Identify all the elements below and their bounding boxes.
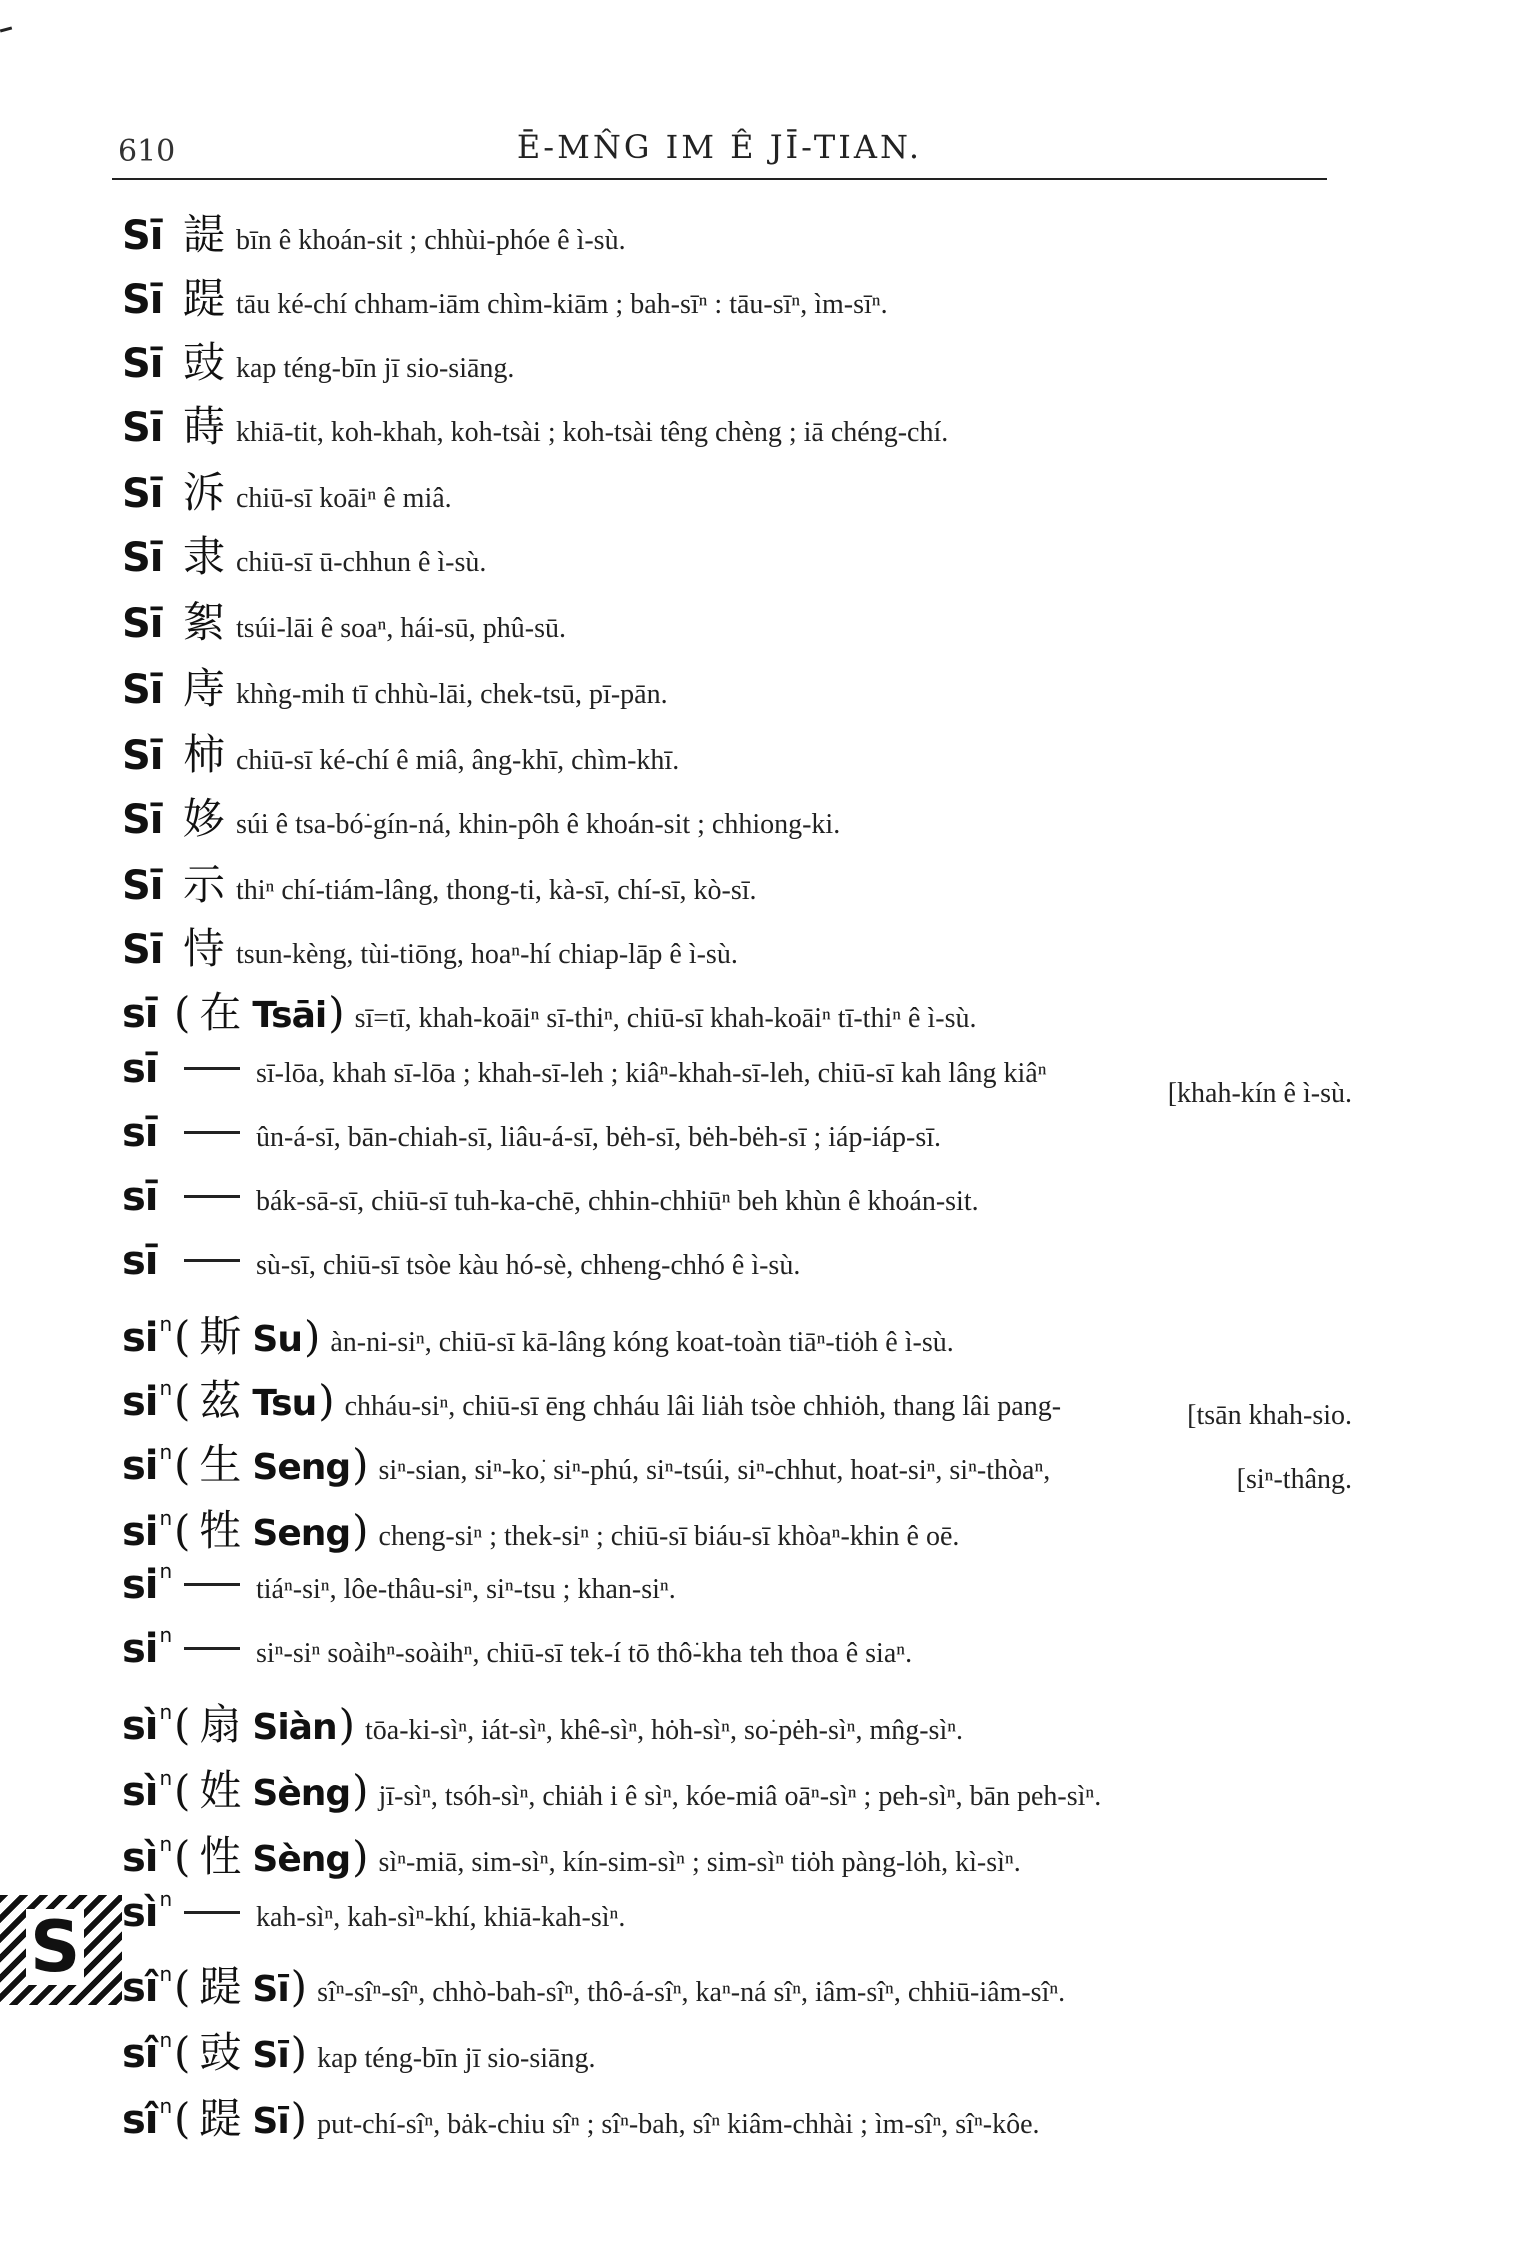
entry-headword: sī (122, 1174, 158, 1220)
open-paren: ( (174, 1376, 191, 1425)
dictionary-entry (122, 916, 1352, 976)
entry-definition: àn-ni-siⁿ, chiū-sī kā-lâng kóng koat-toàn tiāⁿ-tiȯh ê ì-sù. (330, 1327, 954, 1358)
close-paren: ) (303, 1312, 321, 1361)
dictionary-entry (122, 202, 1352, 262)
entry-definition: súi ê tsa-bó͘-gín-ná, khin-pôh ê khoán-sit ; chhiong-ki. (236, 809, 841, 840)
headword-nasal-mark: n (159, 1886, 172, 1911)
entry-definition: kap téng-bīn jī sio-siāng. (317, 2043, 596, 2074)
entry-reading: Sèng (252, 1773, 351, 1814)
entry-character: 生 (199, 1440, 242, 1489)
dictionary-entry (122, 1174, 1352, 1220)
close-paren: ) (290, 2028, 308, 2077)
entry-definition: kah-sìⁿ, kah-sìⁿ-khí, khiā-kah-sìⁿ. (256, 1902, 626, 1933)
entry-reading: Siàn (252, 1707, 337, 1748)
running-title: Ē-MN̂G IM Ê JĪ-TIAN. (516, 128, 923, 166)
entry-headword: si $^n$ (122, 1505, 172, 1555)
dictionary-entry (122, 1622, 1352, 1672)
close-paren: ) (352, 1506, 369, 1555)
entry-character: 隶 (182, 532, 225, 581)
entry-character: 蒔 (182, 402, 225, 451)
entry-headword: Sī (122, 277, 163, 323)
headword-nasal-mark: n (159, 1765, 172, 1790)
entry-definition: tiáⁿ-siⁿ, lôe-thâu-siⁿ, siⁿ-tsu ; khan-siⁿ. (256, 1574, 676, 1605)
entry-character: 踶 (182, 274, 225, 323)
ditto-dash (184, 1131, 240, 1134)
ditto-dash (184, 1259, 240, 1262)
dictionary-entry (122, 330, 1352, 390)
entry-character: 踶 (199, 2094, 242, 2143)
entry-headword: Sī (122, 733, 163, 779)
entry-definition: sîⁿ-sîⁿ-sîⁿ, chhò-bah-sîⁿ, thô-á-sîⁿ, kaⁿ-ná sîⁿ, iâm-sîⁿ, chhiū-iâm-sîⁿ. (317, 1977, 1066, 2008)
dictionary-entry (122, 852, 1352, 912)
entry-definition: sù-sī, chiū-sī tsòe kàu hó-sè, chheng-chhó ê ì-sù. (256, 1250, 801, 1281)
open-paren: ( (174, 1506, 191, 1555)
thumb-index-letter: S (26, 1909, 84, 1985)
entry-continuation: [khah-kín ê ì-sù. (1167, 1078, 1352, 1109)
entry-character: 恃 (182, 924, 225, 973)
dictionary-entry (122, 1558, 1352, 1608)
dictionary-entry (122, 460, 1352, 520)
entry-headword: si $^n$ (122, 1439, 172, 1489)
ditto-dash (184, 1067, 240, 1070)
entry-reading: Seng (252, 1513, 351, 1554)
dictionary-entry (122, 266, 1352, 326)
entry-headword: Sī (122, 601, 163, 647)
entry-character: 在 (199, 988, 242, 1037)
entry-continuation: [tsān khah-sio. (1187, 1400, 1352, 1431)
dictionary-entry (122, 524, 1352, 584)
dictionary-entry (122, 1692, 1352, 1752)
entry-headword: Sī (122, 405, 163, 451)
entry-definition: ûn-á-sī, bān-chiah-sī, liâu-á-sī, bėh-sī, bėh-bėh-sī ; iáp-iáp-sī. (256, 1122, 942, 1153)
entry-character: 絮 (182, 598, 225, 647)
open-paren: ( (174, 1962, 191, 2011)
dictionary-entry (122, 1498, 1352, 1558)
entry-character: 諟 (182, 210, 225, 259)
dictionary-entry (122, 1238, 1352, 1284)
entry-headword: sî $^n$ (122, 2093, 172, 2143)
entry-definition: cheng-siⁿ ; thek-siⁿ ; chiū-sī biáu-sī khòaⁿ-khin ê oē. (378, 1521, 960, 1552)
entry-headword: sì $^n$ (122, 1699, 172, 1749)
headword-nasal-mark: n (159, 1505, 172, 1530)
entry-reading: Sèng (252, 1839, 351, 1880)
entry-definition: bīn ê khoán-sit ; chhùi-phóe ê ì-sù. (236, 225, 626, 256)
open-paren: ( (174, 1832, 191, 1881)
dictionary-entry (122, 1432, 1352, 1495)
thumb-index-tab (0, 1895, 122, 2005)
entry-reading: Su (252, 1319, 302, 1360)
close-paren: ) (318, 1376, 335, 1425)
entry-definition: kap téng-bīn jī sio-siāng. (236, 353, 515, 384)
headword-nasal-mark: n (159, 1439, 172, 1464)
open-paren: ( (174, 1766, 191, 1815)
entry-definition: tsúi-lāi ê soaⁿ, hái-sū, phû-sū. (236, 613, 566, 644)
page-header (112, 128, 1327, 180)
entry-character: 斯 (199, 1312, 242, 1361)
entry-headword: si $^n$ (122, 1311, 172, 1361)
corner-mark (0, 26, 12, 32)
entry-definition: khiā-tit, koh-khah, koh-tsài ; koh-tsài têng chèng ; iā chéng-chí. (236, 417, 949, 448)
entry-definition: siⁿ-siⁿ soàihⁿ-soàihⁿ, chiū-sī tek-í tō thô͘-kha teh thoa ê siaⁿ. (256, 1638, 913, 1669)
dictionary-entry (122, 2086, 1352, 2146)
entry-character: 庤 (182, 664, 225, 713)
entry-headword: Sī (122, 341, 163, 387)
close-paren: ) (352, 1766, 369, 1815)
entry-reading: Tsu (252, 1383, 317, 1424)
entry-character: 豉 (199, 2028, 242, 2077)
entry-headword: Sī (122, 863, 163, 909)
close-paren: ) (352, 1440, 369, 1489)
entry-character: 柿 (182, 730, 225, 779)
entry-character: 扇 (199, 1700, 242, 1749)
dictionary-entry (122, 1110, 1352, 1156)
entry-definition: jī-sìⁿ, tsóh-sìⁿ, chiȧh i ê sìⁿ, kóe-miâ oāⁿ-sìⁿ ; peh-sìⁿ, bān peh-sìⁿ. (378, 1781, 1102, 1812)
headword-nasal-mark: n (159, 2093, 172, 2118)
entry-headword: sī (122, 1046, 158, 1092)
entry-headword: Sī (122, 213, 163, 259)
headword-nasal-mark: n (159, 1961, 172, 1986)
entry-reading: Sī (252, 2035, 289, 2076)
headword-nasal-mark: n (159, 1831, 172, 1856)
open-paren: ( (174, 2094, 191, 2143)
entry-character: 牲 (199, 1506, 242, 1555)
dictionary-entry (122, 1954, 1352, 2014)
dictionary-entry (122, 786, 1352, 846)
entry-character: 示 (182, 860, 225, 909)
dictionary-entry (122, 1304, 1352, 1364)
close-paren: ) (338, 1700, 355, 1749)
entry-character: 茲 (199, 1376, 242, 1425)
open-paren: ( (174, 1312, 191, 1361)
dictionary-entry (122, 656, 1352, 716)
entry-headword: sī (122, 1238, 158, 1284)
entry-headword: sī (122, 1110, 158, 1156)
dictionary-entry (122, 1368, 1352, 1431)
entry-headword: sì $^n$ (122, 1831, 172, 1881)
entry-reading: Tsāi (252, 995, 327, 1036)
dictionary-entry (122, 1886, 1352, 1936)
entry-character: 姓 (199, 1766, 242, 1815)
entry-headword: Sī (122, 797, 163, 843)
entry-definition: sī-lōa, khah sī-lōa ; khah-sī-leh ; kiâⁿ-khah-sī-leh, chiū-sī kah lâng kiâⁿ (256, 1058, 1047, 1089)
dictionary-entry (122, 590, 1352, 650)
entry-definition: chiū-sī ké-chí ê miâ, âng-khī, chìm-khī. (236, 745, 680, 776)
entry-headword: sî $^n$ (122, 1961, 172, 2011)
entry-headword: sî $^n$ (122, 2027, 172, 2077)
entry-reading: Seng (252, 1447, 351, 1488)
ditto-dash (184, 1911, 240, 1914)
entry-headword: si $^n$ (122, 1375, 172, 1425)
entry-character: 性 (199, 1832, 242, 1881)
ditto-dash (184, 1583, 240, 1586)
dictionary-entry (122, 980, 1352, 1040)
close-paren: ) (328, 988, 345, 1037)
entry-definition: tsun-kèng, tùi-tiōng, hoaⁿ-hí chiap-lāp ê ì-sù. (236, 939, 738, 970)
entry-headword: si $^n$ (122, 1622, 172, 1672)
entry-definition: tāu ké-chí chham-iām chìm-kiām ; bah-sīⁿ : tāu-sīⁿ, ìm-sīⁿ. (236, 289, 888, 320)
entry-definition: put-chí-sîⁿ, bȧk-chiu sîⁿ ; sîⁿ-bah, sîⁿ kiâm-chhài ; ìm-sîⁿ, sîⁿ-kôe. (317, 2109, 1040, 2140)
entry-character: 豉 (182, 338, 225, 387)
ditto-dash (184, 1195, 240, 1198)
entry-definition: sìⁿ-miā, sim-sìⁿ, kín-sim-sìⁿ ; sim-sìⁿ tiȯh pàng-lȯh, kì-sìⁿ. (378, 1847, 1021, 1878)
dictionary-entry (122, 1046, 1352, 1109)
headword-nasal-mark: n (159, 1558, 172, 1583)
entry-character: 踶 (199, 1962, 242, 2011)
headword-nasal-mark: n (159, 1375, 172, 1400)
ditto-dash (184, 1647, 240, 1650)
close-paren: ) (290, 1962, 308, 2011)
open-paren: ( (174, 1700, 191, 1749)
close-paren: ) (290, 2094, 308, 2143)
page-number: 610 (118, 134, 176, 169)
dictionary-entry (122, 394, 1352, 454)
entry-character: 姼 (182, 794, 225, 843)
headword-nasal-mark: n (159, 1311, 172, 1336)
entry-definition: bák-sā-sī, chiū-sī tuh-ka-chē, chhin-chhiūⁿ beh khùn ê khoán-sit. (256, 1186, 979, 1217)
headword-nasal-mark: n (159, 1699, 172, 1724)
entry-definition: chiū-sī ū-chhun ê ì-sù. (236, 547, 487, 578)
entry-headword: Sī (122, 927, 163, 973)
headword-nasal-mark: n (159, 1622, 172, 1647)
entry-definition: chháu-siⁿ, chiū-sī ēng chháu lâi liȧh tsòe chhiȯh, thang lâi pang- (344, 1391, 1062, 1422)
entry-reading: Sī (252, 2101, 289, 2142)
entry-headword: sì $^n$ (122, 1765, 172, 1815)
dictionary-entry (122, 1758, 1352, 1818)
entry-character: 泝 (182, 468, 225, 517)
open-paren: ( (174, 1440, 191, 1489)
dictionary-entry (122, 722, 1352, 782)
entry-definition: siⁿ-sian, siⁿ-ko͘, siⁿ-phú, siⁿ-tsúi, siⁿ-chhut, hoat-siⁿ, siⁿ-thòaⁿ, (378, 1455, 1051, 1486)
headword-nasal-mark: n (159, 2027, 172, 2052)
entry-headword: si $^n$ (122, 1558, 172, 1608)
entry-definition: chiū-sī koāiⁿ ê miâ. (236, 483, 452, 514)
dictionary-entry (122, 1824, 1352, 1884)
entry-headword: Sī (122, 535, 163, 581)
entry-continuation: [siⁿ-thâng. (1236, 1464, 1352, 1495)
entry-headword: Sī (122, 471, 163, 517)
entry-definition: tōa-ki-sìⁿ, iát-sìⁿ, khê-sìⁿ, hȯh-sìⁿ, so͘-pėh-sìⁿ, mn̂g-sìⁿ. (364, 1715, 964, 1746)
entry-definition: khǹg-mih tī chhù-lāi, chek-tsū, pī-pān. (236, 679, 668, 710)
entry-headword: sī (122, 991, 158, 1037)
dictionary-entry (122, 2020, 1352, 2080)
open-paren: ( (174, 2028, 191, 2077)
close-paren: ) (352, 1832, 369, 1881)
entry-definition: thiⁿ chí-tiám-lâng, thong-ti, kà-sī, chí-sī, kò-sī. (236, 875, 757, 906)
entry-reading: Sī (252, 1969, 289, 2010)
open-paren: ( (174, 988, 191, 1037)
entry-headword: sì $^n$ (122, 1886, 172, 1936)
entry-definition: sī=tī, khah-koāiⁿ sī-thiⁿ, chiū-sī khah-koāiⁿ tī-thiⁿ ê ì-sù. (354, 1003, 977, 1034)
entry-headword: Sī (122, 667, 163, 713)
